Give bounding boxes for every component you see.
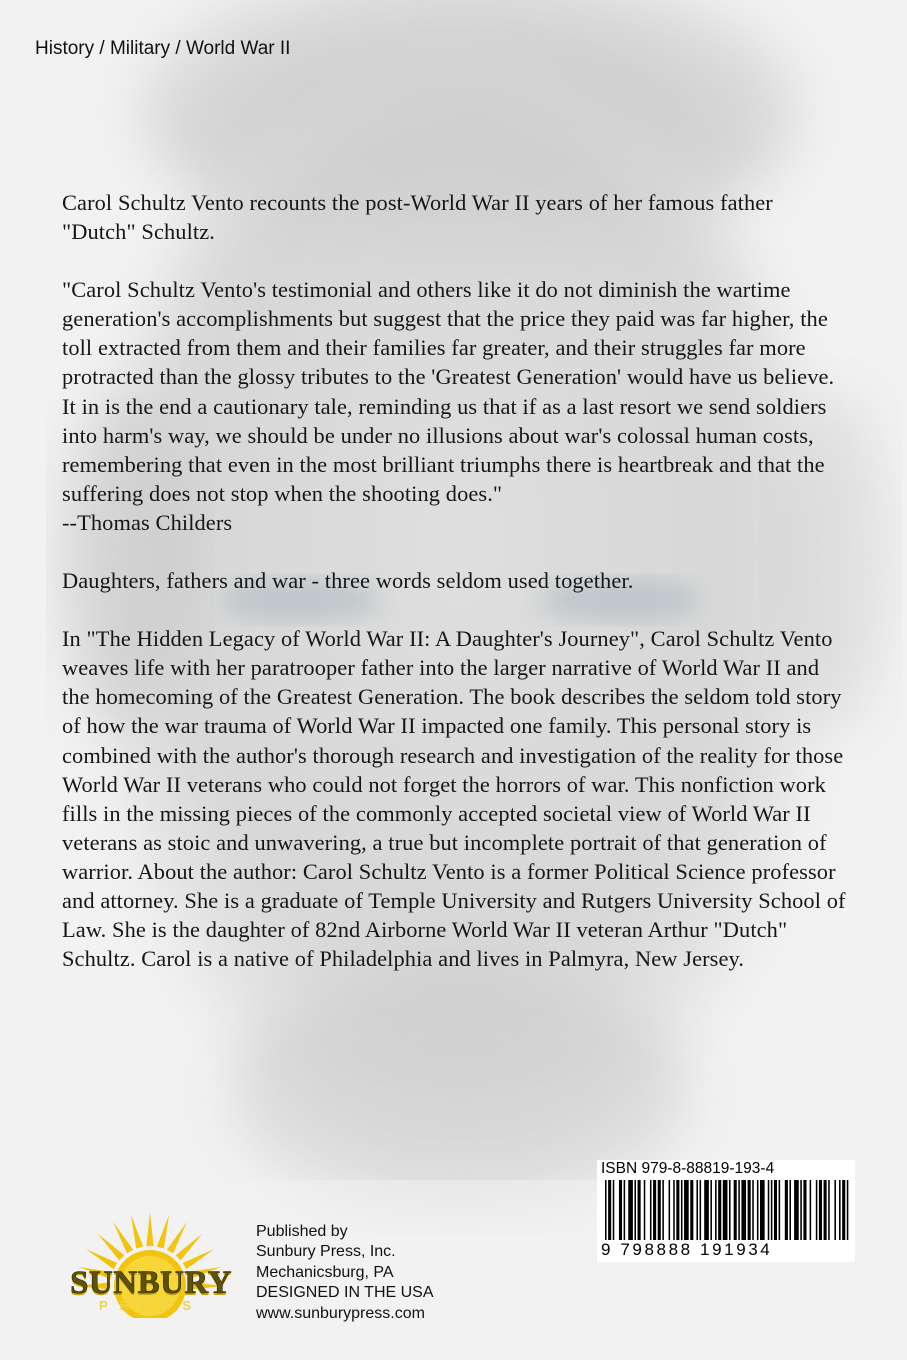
barcode-bar xyxy=(774,1180,777,1240)
publisher-location: Mechanicsburg, PA xyxy=(256,1263,394,1281)
barcode-bar xyxy=(734,1180,737,1240)
barcode-bar xyxy=(634,1180,636,1240)
barcode-bar xyxy=(676,1180,679,1240)
back-cover-blurb xyxy=(62,188,852,1002)
barcode-bar xyxy=(669,1180,671,1240)
sun-ray xyxy=(157,1215,169,1249)
tagline: Daughters, fathers and war - three words seldom used together. xyxy=(62,568,634,594)
barcode-bar xyxy=(605,1180,607,1240)
barcode-bar xyxy=(718,1180,721,1240)
barcode-bar xyxy=(839,1180,841,1240)
barcode-bar xyxy=(842,1180,845,1240)
barcode-bar xyxy=(803,1180,806,1240)
quote-attribution: --Thomas Childers xyxy=(62,509,233,535)
isbn-label: ISBN 979-8-88819-193-4 xyxy=(601,1160,775,1177)
published-by: Published by xyxy=(256,1223,348,1240)
barcode-bar xyxy=(715,1180,717,1240)
publisher-logo-sub: PRESS xyxy=(98,1298,204,1313)
barcode-bar xyxy=(696,1180,698,1240)
barcode-bar xyxy=(748,1180,751,1240)
barcode-bar xyxy=(662,1180,664,1240)
category-label: History / Military / World War II xyxy=(35,38,291,59)
barcode-bar xyxy=(800,1180,802,1240)
barcode-bar xyxy=(619,1180,622,1240)
barcode-bar xyxy=(789,1180,791,1240)
intro-paragraph: Carol Schultz Vento recounts the post-World War II years of her famous father "Dutch" Schultz. xyxy=(62,190,773,245)
barcode-bar xyxy=(704,1180,709,1240)
barcode-bar xyxy=(824,1180,827,1240)
barcode-bar xyxy=(752,1180,754,1240)
barcode-bar xyxy=(738,1180,740,1240)
barcode-bar xyxy=(613,1180,615,1240)
description-paragraph: In "The Hidden Legacy of World War II: A Daughter's Journey", Carol Schultz Vento weaves life with her paratrooper father into the larger narrative of World War II and the homecoming of the Greatest Generation. The book describes the seldom told story of how the war trauma of World War II impacted one family. This personal story is combined with the author's thorough research and investigation of the reality for those World War II veterans who could not forget the horrors of war. This nonfiction work fills in the missing pieces of the commonly accepted societal view of World War II veterans as stoic and unwavering, a true but incomplete portrait of that generation of warrior. About the author: Carol Schultz Vento is a former Political Science professor and attorney. She is a graduate of Temple University and Rutgers University School of Law. She is the daughter of 82nd Airborne World War II veteran Arthur "Dutch" Schultz. Carol is a native of Philadelphia and lives in Palmyra, New Jersey. xyxy=(62,626,846,972)
barcode-bar xyxy=(816,1180,818,1240)
publisher-website[interactable]: www.sunburypress.com xyxy=(256,1304,425,1322)
barcode-bar xyxy=(608,1180,611,1240)
barcode-bar xyxy=(771,1180,773,1240)
barcode-bar xyxy=(729,1180,731,1240)
barcode-bar xyxy=(757,1180,759,1240)
barcode-bar xyxy=(710,1180,712,1240)
barcode-bar xyxy=(819,1180,822,1240)
barcode-bar xyxy=(624,1180,626,1240)
barcode-bar xyxy=(810,1180,812,1240)
publisher-info xyxy=(256,1222,434,1324)
publisher-logo-name: SUNBURY xyxy=(70,1265,232,1301)
barcode-bar xyxy=(673,1180,675,1240)
barcode-bar xyxy=(794,1180,799,1240)
sun-ray xyxy=(146,1212,153,1246)
barcode-bar xyxy=(828,1180,830,1240)
barcode-bar xyxy=(628,1180,633,1240)
barcode-bar xyxy=(741,1180,746,1240)
barcode-bar xyxy=(779,1180,781,1240)
barcode-bar xyxy=(681,1180,683,1240)
barcode-bar xyxy=(785,1180,788,1240)
barcode-bar xyxy=(700,1180,702,1240)
barcode-bar xyxy=(644,1180,646,1240)
barcode-bar xyxy=(690,1180,693,1240)
barcode-bar xyxy=(658,1180,661,1240)
publisher-name: Sunbury Press, Inc. xyxy=(256,1243,396,1261)
sun-ray xyxy=(131,1215,143,1249)
barcode-bar xyxy=(847,1180,849,1240)
barcode-bar xyxy=(723,1180,728,1240)
barcode-digits: 9 798888 191934 xyxy=(601,1240,773,1259)
barcode-bar xyxy=(834,1180,836,1240)
barcode-bar xyxy=(768,1180,770,1240)
isbn-barcode xyxy=(603,1180,851,1240)
barcode-bar xyxy=(638,1180,641,1240)
barcode-bar xyxy=(650,1180,652,1240)
designed-in: DESIGNED IN THE USA xyxy=(256,1284,434,1302)
barcode-bar xyxy=(653,1180,656,1240)
review-quote: "Carol Schultz Vento's testimonial and others like it do not diminish the wartime generation's accomplishments but suggest that the price they paid was far higher, the toll extracted from them and their families far greater, and their struggles far more protracted than the glossy tributes to the 'Greatest Generation' would have us believe. It in is the end a cautionary tale, reminding us that if as a last resort we send soldiers into harm's way, we should be under no illusions about war's colossal human costs, remembering that even in the most brilliant triumphs there is heartbreak and that the suffering does not stop when the shooting does." xyxy=(62,277,835,506)
barcode-bar xyxy=(760,1180,765,1240)
barcode-bar xyxy=(684,1180,689,1240)
